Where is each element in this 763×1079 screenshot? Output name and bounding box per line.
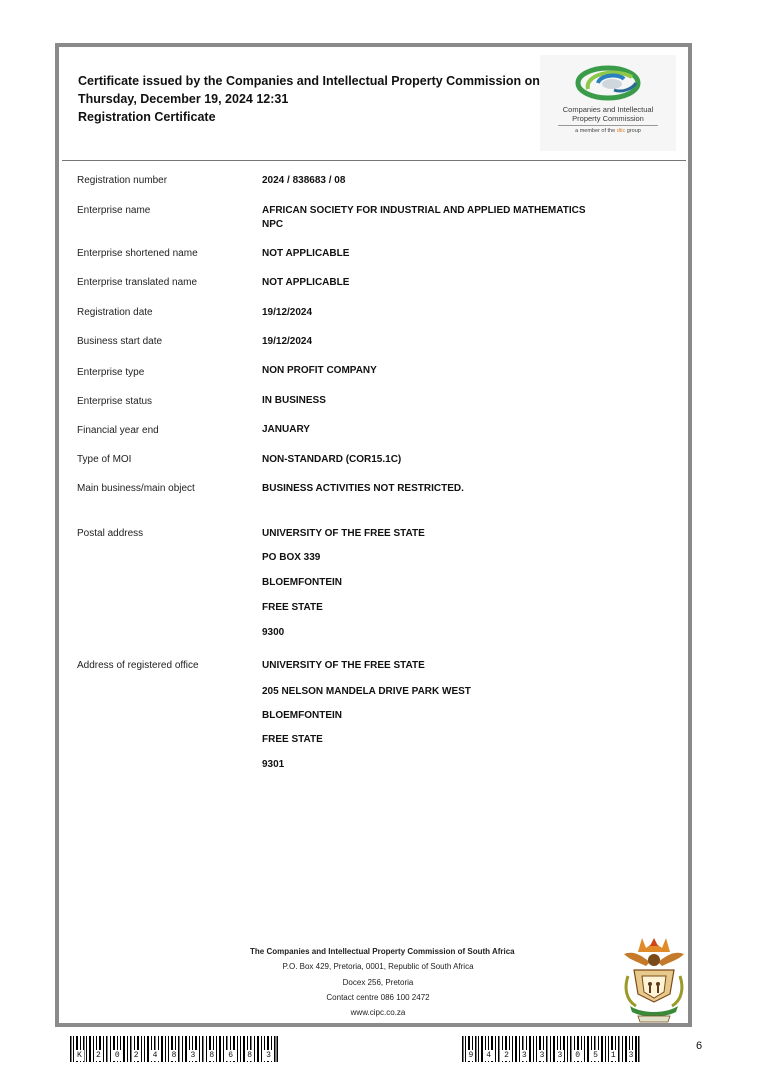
- footer-commission-name: The Companies and Intellectual Property Commission of South Africa: [250, 947, 515, 956]
- barcode-digit: 3: [521, 1051, 527, 1060]
- detail-label: Enterprise translated name: [77, 277, 198, 288]
- detail-value: IN BUSINESS: [262, 395, 326, 406]
- logo-divider: [558, 125, 658, 126]
- detail-label: Financial year end: [77, 425, 159, 436]
- detail-label: Enterprise type: [77, 367, 145, 378]
- registered-office-label: Address of registered office: [77, 660, 199, 671]
- registered-office-line: UNIVERSITY OF THE FREE STATE: [262, 660, 425, 671]
- detail-value: 19/12/2024: [262, 307, 313, 318]
- barcode-left-digits: [70, 1050, 278, 1061]
- barcode-digit: 4: [152, 1051, 158, 1060]
- header-date-line: Thursday, December 19, 2024 12:31: [78, 92, 289, 106]
- detail-label: Registration number: [77, 175, 168, 186]
- header-title-line: Registration Certificate: [78, 110, 216, 124]
- barcode-digit: 3: [266, 1051, 271, 1060]
- footer-docex: Docex 256, Pretoria: [342, 977, 414, 987]
- detail-value: 19/12/2024: [262, 336, 313, 347]
- barcode-digit: 2: [95, 1051, 101, 1060]
- logo-text-line2: Property Commission: [572, 114, 644, 123]
- barcode-digit: 2: [133, 1051, 139, 1060]
- logo-text-line1: Companies and Intellectual: [562, 105, 654, 114]
- barcode-digit: 8: [171, 1051, 177, 1060]
- detail-value: NOT APPLICABLE: [262, 277, 350, 288]
- detail-label: Registration date: [77, 307, 153, 318]
- postal-address-line: BLOEMFONTEIN: [262, 577, 342, 588]
- detail-value: NON PROFIT COMPANY: [262, 365, 377, 376]
- barcode-right-digits: [462, 1050, 640, 1061]
- postal-address-label: Postal address: [77, 528, 144, 539]
- barcode-digit: 3: [628, 1051, 634, 1060]
- cipc-logo-icon: [574, 63, 642, 103]
- barcode-digit: 2: [504, 1051, 509, 1060]
- postal-address-line: 9300: [262, 627, 285, 638]
- logo-member-line: [540, 128, 676, 134]
- barcode-digit: 4: [486, 1051, 492, 1060]
- barcode-digit: 3: [539, 1051, 545, 1060]
- barcode-digit: 0: [575, 1051, 581, 1060]
- postal-address-line: FREE STATE: [262, 602, 323, 613]
- detail-label: Type of MOI: [77, 454, 132, 465]
- detail-label: Enterprise status: [77, 396, 153, 407]
- header-issued-line: Certificate issued by the Companies and Intellectual Property Commission on: [78, 74, 540, 88]
- footer-contact-centre: Contact centre 086 100 2472: [326, 992, 430, 1002]
- detail-value: JANUARY: [262, 424, 310, 435]
- detail-label: Business start date: [77, 336, 163, 347]
- cipc-logo: [540, 55, 676, 151]
- barcode-digit: K: [77, 1051, 82, 1060]
- barcode-digit: 8: [247, 1051, 253, 1060]
- detail-label: Enterprise name: [77, 205, 151, 216]
- barcode-digit: 9: [468, 1051, 474, 1060]
- barcode-digit: 0: [114, 1051, 120, 1060]
- header-divider: [62, 160, 686, 161]
- registered-office-line: BLOEMFONTEIN: [262, 710, 342, 721]
- coat-of-arms-icon: [620, 936, 688, 1024]
- detail-label: Main business/main object: [77, 483, 195, 494]
- registered-office-line: 205 NELSON MANDELA DRIVE PARK WEST: [262, 686, 471, 697]
- detail-value: BUSINESS ACTIVITIES NOT RESTRICTED.: [262, 483, 464, 494]
- barcode-left: [70, 1036, 278, 1062]
- barcode-digit: 3: [557, 1051, 563, 1060]
- footer-contact: [250, 944, 515, 1020]
- registered-office-line: 9301: [262, 759, 285, 770]
- footer-website: www.cipc.co.za: [350, 1008, 406, 1018]
- detail-label: Enterprise shortened name: [77, 248, 198, 259]
- detail-value: NON-STANDARD (COR15.1C): [262, 454, 402, 465]
- detail-value: 2024 / 838683 / 08: [262, 175, 346, 186]
- postal-address-line: UNIVERSITY OF THE FREE STATE: [262, 528, 425, 539]
- postal-address-line: PO BOX 339: [262, 552, 321, 563]
- barcode-digit: 1: [610, 1051, 616, 1060]
- barcode-digit: 6: [228, 1051, 234, 1060]
- logo-member-dtic: dtic: [616, 128, 626, 134]
- page-number: 6: [696, 1040, 703, 1052]
- certificate-header: [78, 72, 540, 126]
- barcode-right: [462, 1036, 640, 1062]
- barcode-digit: 5: [593, 1051, 598, 1060]
- barcode-digit: 8: [209, 1051, 215, 1060]
- logo-member-suffix: group: [625, 128, 641, 134]
- detail-value: NOT APPLICABLE: [262, 248, 350, 259]
- detail-value: AFRICAN SOCIETY FOR INDUSTRIAL AND APPLIED MATHEMATICS NPC: [262, 205, 586, 230]
- registered-office-line: FREE STATE: [262, 734, 323, 745]
- logo-member-prefix: a member of the: [575, 128, 617, 134]
- footer-po-box: P.O. Box 429, Pretoria, 0001, Republic of South Africa: [282, 962, 474, 972]
- barcode-digit: 3: [190, 1051, 196, 1060]
